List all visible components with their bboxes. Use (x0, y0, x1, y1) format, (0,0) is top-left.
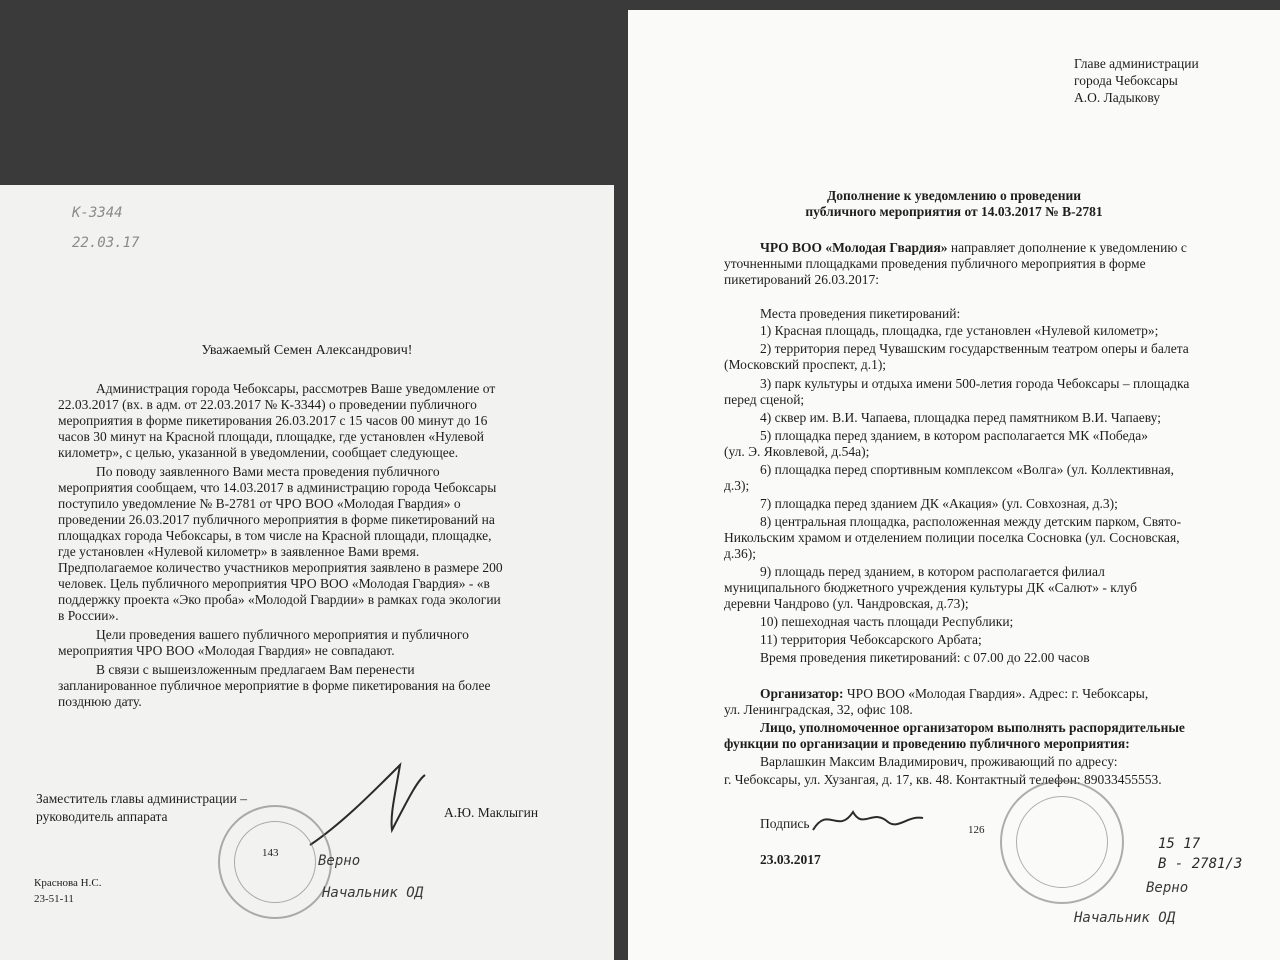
body-line: мероприятия в форме пикетирования 26.03.2017 с 15 часов 00 минут до 16 (58, 413, 488, 428)
list-item: Время проведения пикетирований: с 07.00 до 22.00 часов (760, 650, 1090, 665)
body-line: В связи с вышеизложенным предлагаем Вам перенести (96, 662, 415, 677)
signature-label: Подпись (760, 816, 810, 831)
left-letter-page (0, 185, 614, 960)
document-heading-line-2: публичного мероприятия от 14.03.2017 № В-2781 (805, 204, 1103, 219)
body-line: часов 30 минут на Красной площади, площадке, где установлен «Нулевой (58, 429, 484, 444)
authorized-person-line-1: Лицо, уполномоченное организатором выполнять распорядительные (760, 720, 1185, 735)
intro-line-2: уточненными площадками проведения публичного мероприятия в форме (724, 256, 1146, 271)
intro-text: направляет дополнение к уведомлению с (950, 240, 1187, 255)
body-line: поступило уведомление № В-2781 от ЧРО ВОО «Молодая Гвардия» о (58, 496, 461, 511)
registration-number: К-3344 (72, 205, 123, 221)
list-item: (Московский проспект, д.1); (724, 357, 887, 372)
list-item: (ул. Э. Яковлевой, д.54а); (724, 444, 870, 459)
person-details-line-1: Варлашкин Максим Владимирович, проживающий по адресу: (760, 754, 1118, 769)
body-line: площадках города Чебоксары, в том числе на Красной площади, площадке, (58, 528, 492, 543)
list-item: 1) Красная площадь, площадка, где установлен «Нулевой километр»; (760, 323, 1159, 338)
list-item: д.36); (724, 546, 756, 561)
official-stamp (1000, 780, 1124, 904)
handwritten-verified: Верно (1146, 880, 1189, 896)
stamp-reference: В - 2781/3 (1158, 856, 1243, 872)
body-line: мероприятия ЧРО ВОО «Молодая Гвардия» не совпадают. (58, 643, 395, 658)
person-details-line-2: г. Чебоксары, ул. Хузангая, д. 17, кв. 48. Контактный телефон: 89033455553. (724, 772, 1162, 787)
organization-name: ЧРО ВОО «Молодая Гвардия» (760, 240, 948, 255)
body-line: человек. Цель публичного мероприятия ЧРО ВОО «Молодая Гвардия» - «в (58, 576, 490, 591)
list-item: 4) сквер им. В.И. Чапаева, площадка перед памятником В.И. Чапаеву; (760, 410, 1161, 425)
body-line: где установлен «Нулевой километр» в заявленное Вами время. (58, 544, 420, 559)
organizer-line-1 (760, 686, 1148, 702)
official-stamp (218, 805, 332, 919)
page-mark: 126 (968, 824, 985, 836)
list-item: 5) площадка перед зданием, в котором располагается МК «Победа» (760, 428, 1149, 443)
list-item: 11) территория Чебоксарского Арбата; (760, 632, 982, 647)
list-item: муниципального бюджетного учреждения культуры ДК «Салют» - клуб (724, 580, 1138, 595)
list-item: д.3); (724, 478, 750, 493)
list-item: перед сценой; (724, 392, 805, 407)
list-item: 10) пешеходная часть площади Республики; (760, 614, 1014, 629)
body-line: в России». (58, 608, 119, 623)
body-line: позднюю дату. (58, 694, 142, 709)
addressee-line-2: города Чебоксары (1074, 73, 1178, 88)
list-item: 3) парк культуры и отдыха имени 500-летия города Чебоксары – площадка (760, 376, 1190, 391)
list-item: Никольским храмом и отделением полиции поселка Сосновка (ул. Сосновская, (724, 530, 1180, 545)
signer-title-line-1: Заместитель главы администрации – (36, 791, 247, 806)
list-item: 7) площадка перед зданием ДК «Акация» (ул. Совхозная, д.3); (760, 496, 1118, 511)
organizer-label: Организатор: (760, 686, 844, 701)
handwritten-position: Начальник ОД (1074, 910, 1176, 926)
addressee-line-3: А.О. Ладыкову (1074, 90, 1160, 105)
body-line: Предполагаемое количество участников мероприятия заявлено в размере 200 (58, 560, 503, 575)
list-item: 6) площадка перед спортивным комплексом «Волга» (ул. Коллективная, (760, 462, 1174, 477)
handwritten-signature (808, 800, 928, 840)
signer-name: А.Ю. Маклыгин (444, 805, 539, 820)
handwritten-verified: Верно (318, 853, 361, 869)
body-line: Администрация города Чебоксары, рассмотрев Ваше уведомление от (96, 381, 496, 396)
body-line: 22.03.2017 (вх. в адм. от 22.03.2017 № К-3344) о проведении публичного (58, 397, 477, 412)
organizer-text: ЧРО ВОО «Молодая Гвардия». Адрес: г. Чебоксары, (846, 686, 1149, 701)
intro-line-1 (760, 240, 1187, 256)
body-line: запланированное публичное мероприятие в форме пикетирования на более (58, 678, 491, 693)
body-line: Цели проведения вашего публичного мероприятия и публичного (96, 627, 469, 642)
body-line: километр», с целью, указанной в уведомлении, сообщает следующее. (58, 445, 459, 460)
body-line: мероприятия сообщаем, что 14.03.2017 в администрацию города Чебоксары (58, 480, 497, 495)
places-heading: Места проведения пикетирований: (760, 306, 961, 321)
registration-date: 22.03.17 (72, 235, 140, 251)
body-line: поддержку проекта «Эко проба» «Молодой Гвардии» в рамках года экологии (58, 592, 501, 607)
stamp-date: 15 17 (1158, 836, 1201, 852)
executor-name: Краснова Н.С. (34, 877, 102, 889)
body-line: проведении 26.03.2017 публичного мероприятия в форме пикетирований на (58, 512, 495, 527)
list-item: 9) площадь перед зданием, в котором располагается филиал (760, 564, 1105, 579)
body-line: По поводу заявленного Вами места проведения публичного (96, 464, 440, 479)
list-item: 8) центральная площадка, расположенная между детским парком, Свято- (760, 514, 1182, 529)
organizer-line-2: ул. Ленинградская, 32, офис 108. (724, 702, 913, 717)
addressee-line-1: Главе администрации (1074, 56, 1199, 71)
document-date: 23.03.2017 (760, 852, 821, 867)
page-mark: 143 (262, 847, 279, 859)
document-heading-line-1: Дополнение к уведомлению о проведении (826, 188, 1082, 203)
signer-title-line-2: руководитель аппарата (36, 809, 168, 824)
list-item: деревни Чандрово (ул. Чандровская, д.73); (724, 596, 969, 611)
salutation: Уважаемый Семен Александрович! (201, 343, 413, 358)
handwritten-position: Начальник ОД (322, 885, 424, 901)
right-letter-page (628, 10, 1280, 960)
executor-phone: 23-51-11 (34, 893, 74, 905)
intro-line-3: пикетирований 26.03.2017: (724, 272, 880, 287)
list-item: 2) территория перед Чувашским государственным театром оперы и балета (760, 341, 1189, 356)
authorized-person-line-2: функции по организации и проведению публичного мероприятия: (724, 736, 1130, 751)
